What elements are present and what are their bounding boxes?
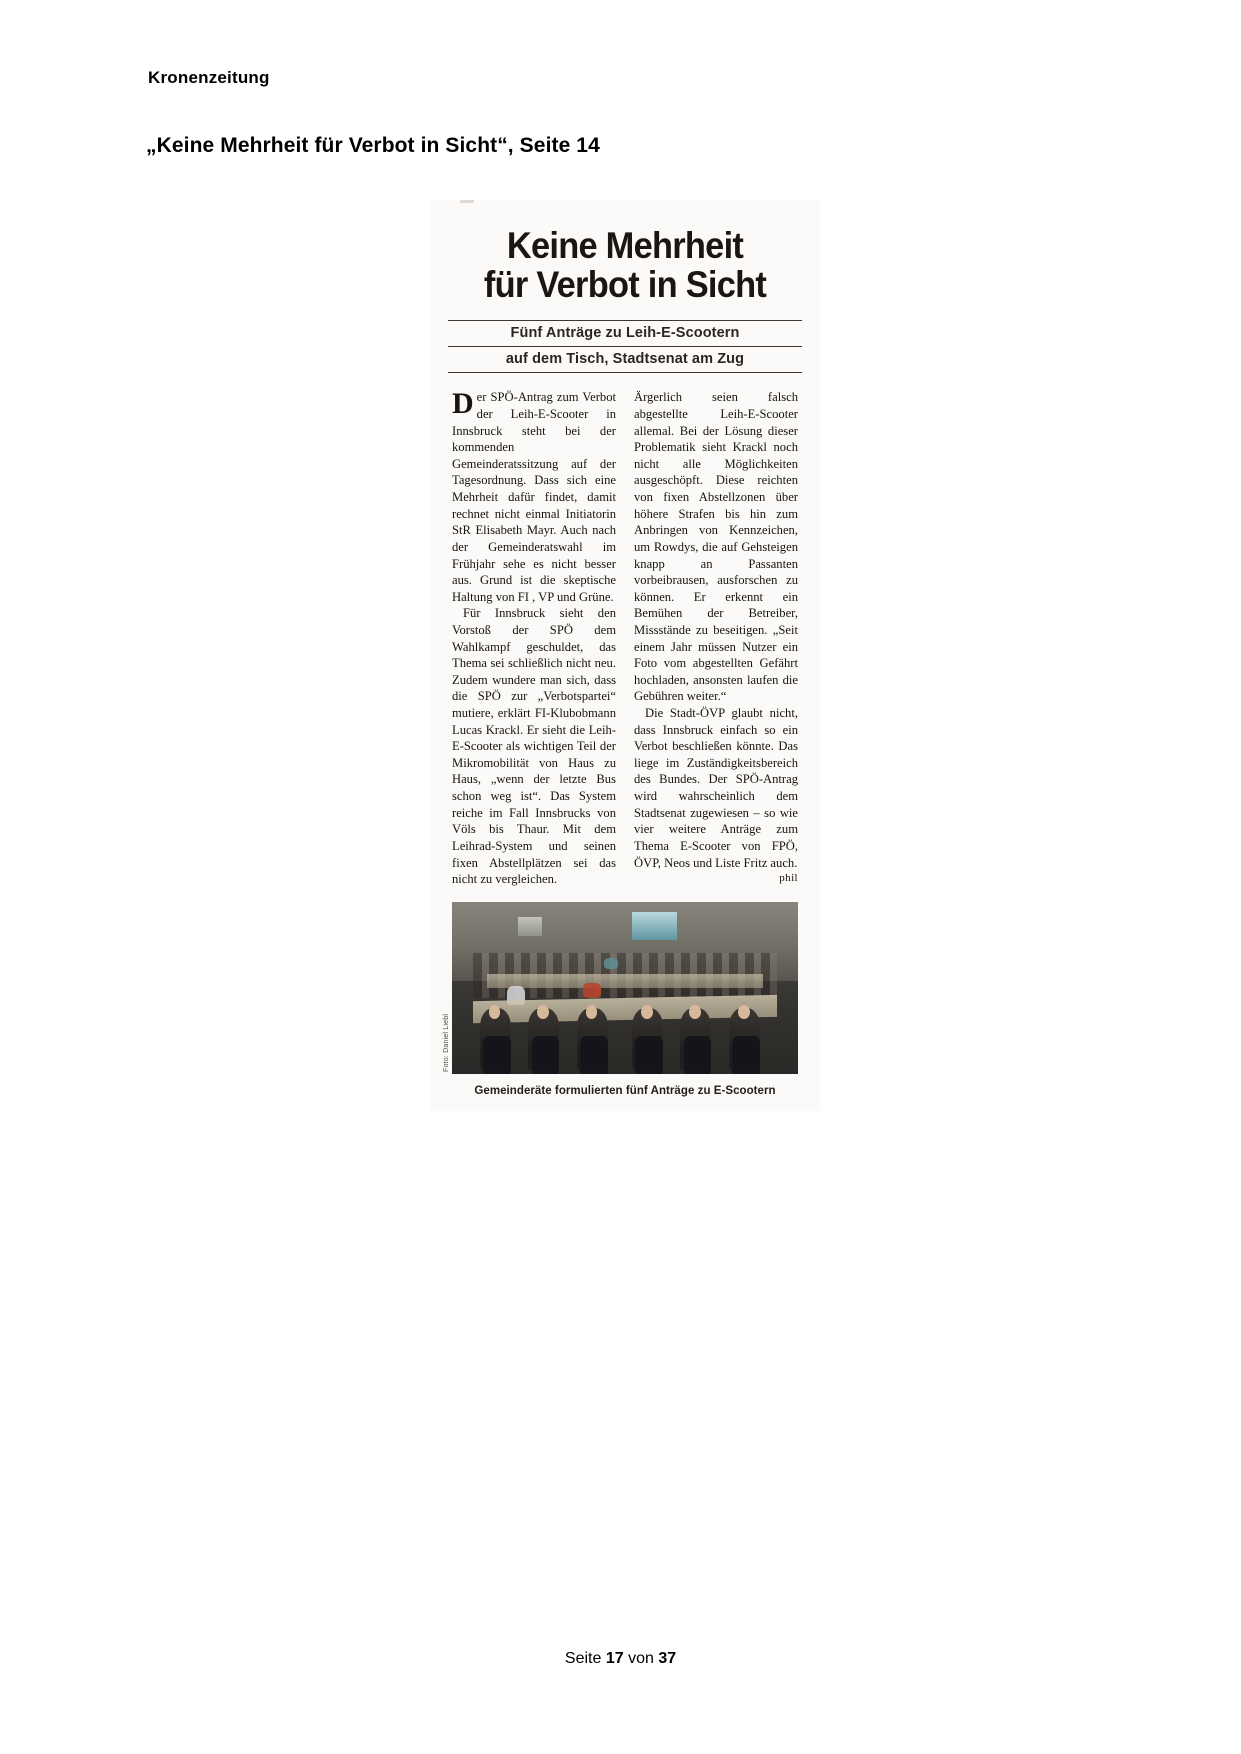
photo-person-accent [583,983,600,998]
paragraph-text: er SPÖ-Antrag zum Verbot der Leih-E-Scooter in Innsbruck steht bei der kommenden Gemeinderatssitzung auf der Tagesordnung. Dass sich eine Mehrheit dafür findet, damit rechnet nicht einmal Initiatorin StR Elisabeth Mayr. Auch nach der Gemeinderatswahl im Frühjahr sehe es nicht besser aus. Grund ist die skeptische Haltung von FI , VP und Grüne. [452,390,616,604]
paragraph [634,389,798,705]
newspaper-clipping [430,200,820,1111]
subdeck-line-1: Fünf Anträge zu Leih-E-Scootern [448,320,802,347]
photo-container [443,902,798,1074]
footer-prefix: Seite [564,1650,602,1667]
photo-chair [483,1036,511,1074]
paragraph-text: Für Innsbruck sieht den Vorstoß der SPÖ dem Wahlkampf geschuldet, das Thema sei schließlich nicht neu. Zudem wundere man sich, dass die SPÖ zur „Verbotspartei“ mutiere, erklärt FI-Klubobmann Lucas Krackl. Er sieht die Leih-E-Scooter als wichtigen Teil der Mikromobilität von Haus zu Haus, „wenn der letzte Bus schon weg ist“. Das System reiche im Fall Innsbrucks von Völs bis Thaur. Mit dem Leihrad-System und seinen fixen Abstellplätzen sei das nicht zu vergleichen. [452,606,616,887]
paragraph [452,389,616,605]
footer-middle: von [628,1650,654,1667]
photo-person-accent [604,958,618,968]
photo-chair [732,1036,760,1074]
clipping-headline [444,200,807,304]
headline-line-1: Keine Mehrheit [506,225,744,266]
photo-chair [635,1036,663,1074]
photo-screen [632,912,677,940]
photo-chair [580,1036,608,1074]
photo-chair [532,1036,560,1074]
photo-caption: Gemeinderäte formulierten fünf Anträge zu E-Scootern [474,1084,776,1097]
photo-table-rear [487,974,764,988]
subdeck-line-2: auf dem Tisch, Stadtsenat am Zug [448,347,802,373]
paragraph-text: Ärgerlich seien falsch abgestellte Leih-E-Scooter allemal. Bei der Lösung dieser Problematik sieht Krackl noch nicht alle Möglichkeiten ausgeschöpft. Diese reichten von fixen Abstellzonen über höhere Strafen bis hin zum Anbringen von Kennzeichen, um Rowdys, die auf Gehsteigen knapp an Passanten vorbeibrausen, ausforschen zu können. Er erkennt ein Bemühen der Betreiber, Missstände zu beseitigen. „Seit einem Jahr müssen Nutzer ein Foto vom abgestellten Gefährt hochladen, ansonsten laufen die Gebühren weiter.“ [634,390,798,704]
photo-chair [684,1036,712,1074]
headline-line-2: für Verbot in Sicht [483,264,767,306]
article-body [430,373,820,887]
article-byline: phil [779,872,798,885]
article-photo [452,902,798,1074]
article-column-left [452,389,616,887]
clipping-subdeck [430,320,820,373]
drop-cap: D [452,387,474,421]
photo-person-head [586,1005,598,1019]
article-column-right [634,389,798,887]
photo-screen-secondary [518,917,542,936]
source-label: Kronenzeitung [148,68,270,87]
photo-person-head [689,1005,701,1019]
photo-credit: Foto: Daniel Liebl [443,1013,450,1072]
photo-person-head [537,1005,549,1019]
paragraph [452,605,616,887]
footer-page-number: 17 [605,1650,624,1667]
page-footer [0,1650,1241,1668]
footer-total-pages: 37 [658,1650,677,1667]
photo-person-head [489,1005,501,1019]
paragraph-text: Die Stadt-ÖVP glaubt nicht, dass Innsbruck einfach so ein Verbot beschließen könnte. Das liege im Zuständigkeitsbereich des Bundes. Der SPÖ-Antrag wird wahrscheinlich dem Stadtsenat zugewiesen – so wie vier weitere Anträge zum Thema E-Scooter von FPÖ, ÖVP, Neos und Liste Fritz auch. [634,706,798,870]
paragraph [634,705,798,871]
photo-person-head [641,1005,653,1019]
page-title: „Keine Mehrheit für Verbot in Sicht“, Seite 14 [146,134,600,157]
photo-person-head [738,1005,750,1019]
